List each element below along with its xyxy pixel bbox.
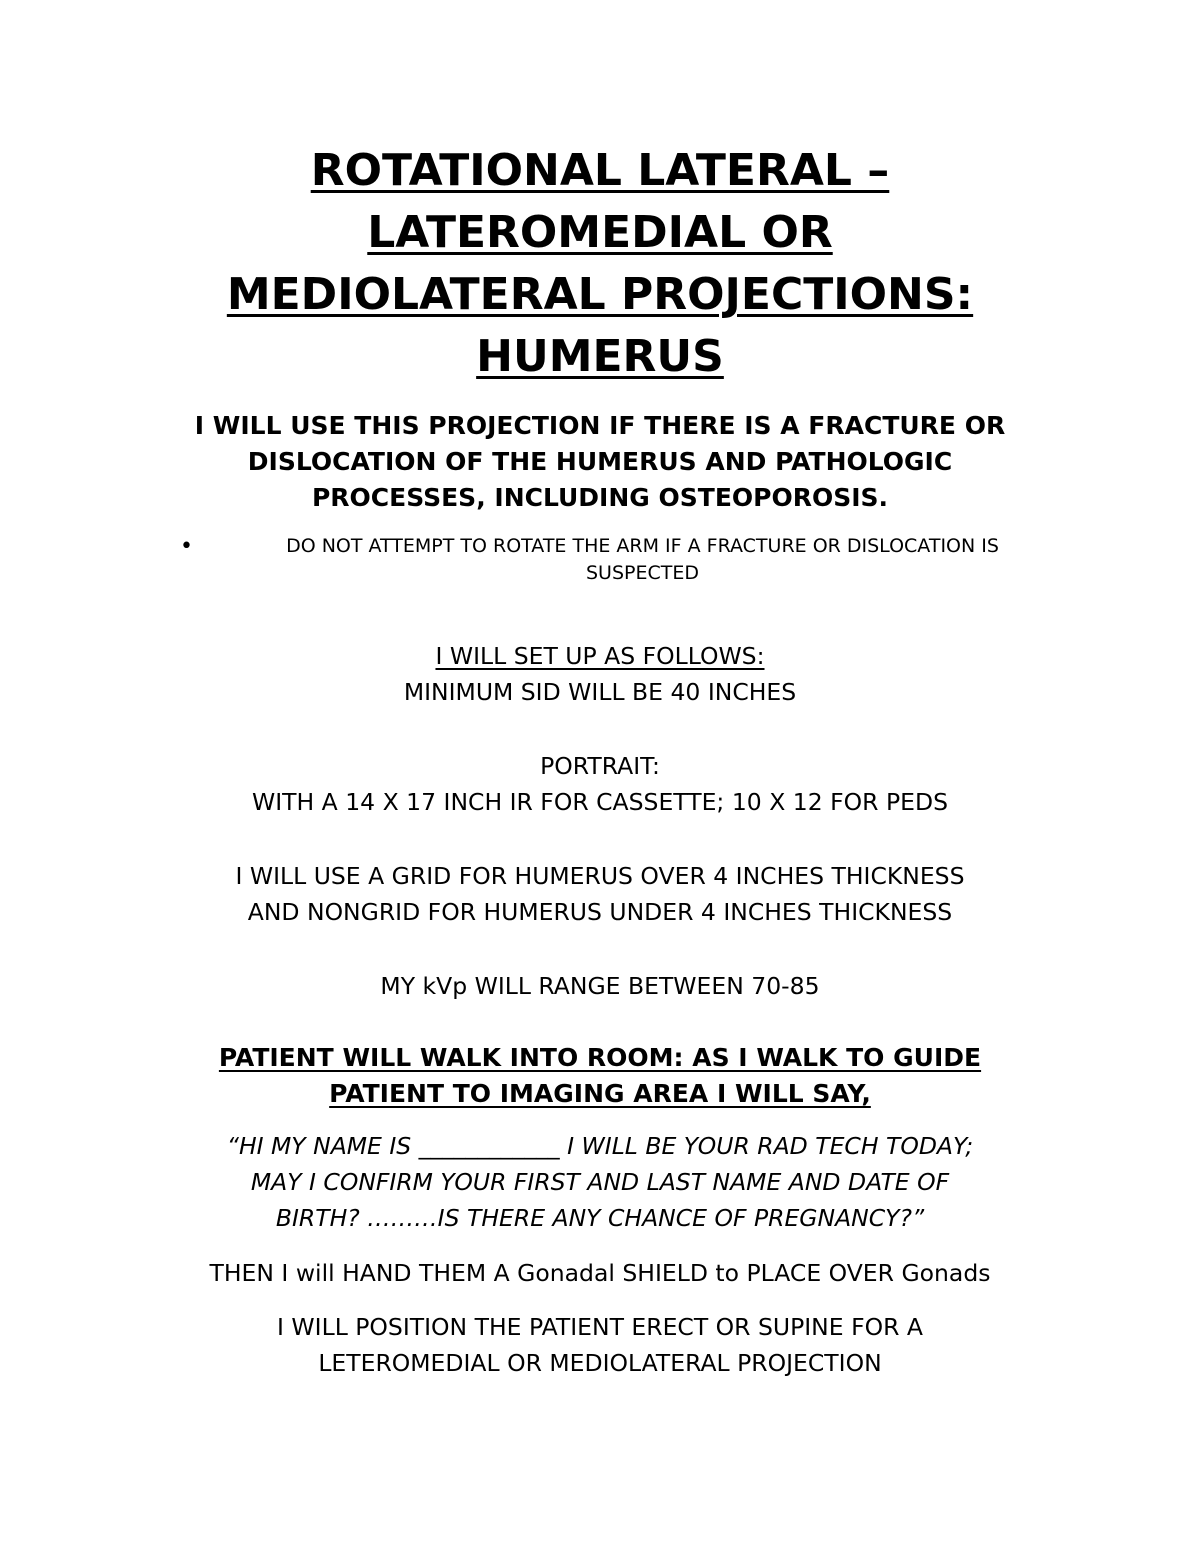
quote-line-3: BIRTH? ………IS THERE ANY CHANCE OF PREGNANCY?” — [275, 1204, 925, 1232]
quote-line-2: MAY I CONFIRM YOUR FIRST AND LAST NAME AND DATE OF — [250, 1168, 950, 1196]
patient-heading-line-1: PATIENT WILL WALK INTO ROOM: AS I WALK TO GUIDE — [218, 1043, 982, 1072]
grid-section — [100, 858, 1100, 930]
intro-line-1: I WILL USE THIS PROJECTION IF THERE IS A FRACTURE OR — [194, 411, 1006, 440]
position-line-1: I WILL POSITION THE PATIENT ERECT OR SUPINE FOR A — [277, 1313, 923, 1341]
patient-heading-line-2: PATIENT TO IMAGING AREA I WILL SAY, — [329, 1079, 871, 1108]
intro-line-2: DISLOCATION OF THE HUMERUS AND PATHOLOGIC — [247, 447, 953, 476]
warning-bullet — [180, 533, 1060, 587]
greeting-quote — [100, 1128, 1100, 1236]
setup-sid: MINIMUM SID WILL BE 40 INCHES — [403, 678, 797, 706]
setup-section — [100, 638, 1100, 710]
shield-instruction — [100, 1255, 1100, 1291]
bullet-line-2: SUSPECTED — [586, 562, 699, 584]
setup-orientation: PORTRAIT: — [540, 752, 660, 780]
grid-line-2: AND NONGRID FOR HUMERUS UNDER 4 INCHES THICKNESS — [247, 898, 953, 926]
grid-line-1: I WILL USE A GRID FOR HUMERUS OVER 4 INCHES THICKNESS — [235, 862, 965, 890]
patient-heading — [100, 1040, 1100, 1112]
orientation-section — [100, 748, 1100, 820]
title-line-2: LATEROMEDIAL OR — [367, 207, 833, 258]
page-title — [100, 140, 1100, 388]
position-line-2: LETEROMEDIAL OR MEDIOLATERAL PROJECTION — [318, 1349, 882, 1377]
quote-line-1: “HI MY NAME IS ____________ I WILL BE YOUR RAD TECH TODAY; — [226, 1132, 974, 1160]
bullet-icon: • — [180, 534, 193, 559]
setup-ir: WITH A 14 X 17 INCH IR FOR CASSETTE; 10 X 12 FOR PEDS — [252, 788, 948, 816]
title-line-3: MEDIOLATERAL PROJECTIONS: — [226, 269, 974, 320]
intro-paragraph — [100, 408, 1100, 516]
shield-line: THEN I will HAND THEM A Gonadal SHIELD to PLACE OVER Gonads — [209, 1259, 991, 1287]
title-line-1: ROTATIONAL LATERAL – — [310, 145, 890, 196]
title-line-4: HUMERUS — [476, 331, 724, 382]
kvp-section — [100, 968, 1100, 1004]
setup-kvp: MY kVp WILL RANGE BETWEEN 70-85 — [380, 972, 820, 1000]
bullet-text — [225, 533, 1060, 587]
setup-heading: I WILL SET UP AS FOLLOWS: — [435, 642, 765, 670]
intro-line-3: PROCESSES, INCLUDING OSTEOPOROSIS. — [311, 483, 889, 512]
position-instruction — [100, 1309, 1100, 1381]
bullet-line-1: DO NOT ATTEMPT TO ROTATE THE ARM IF A FRACTURE OR DISLOCATION IS — [286, 535, 999, 557]
